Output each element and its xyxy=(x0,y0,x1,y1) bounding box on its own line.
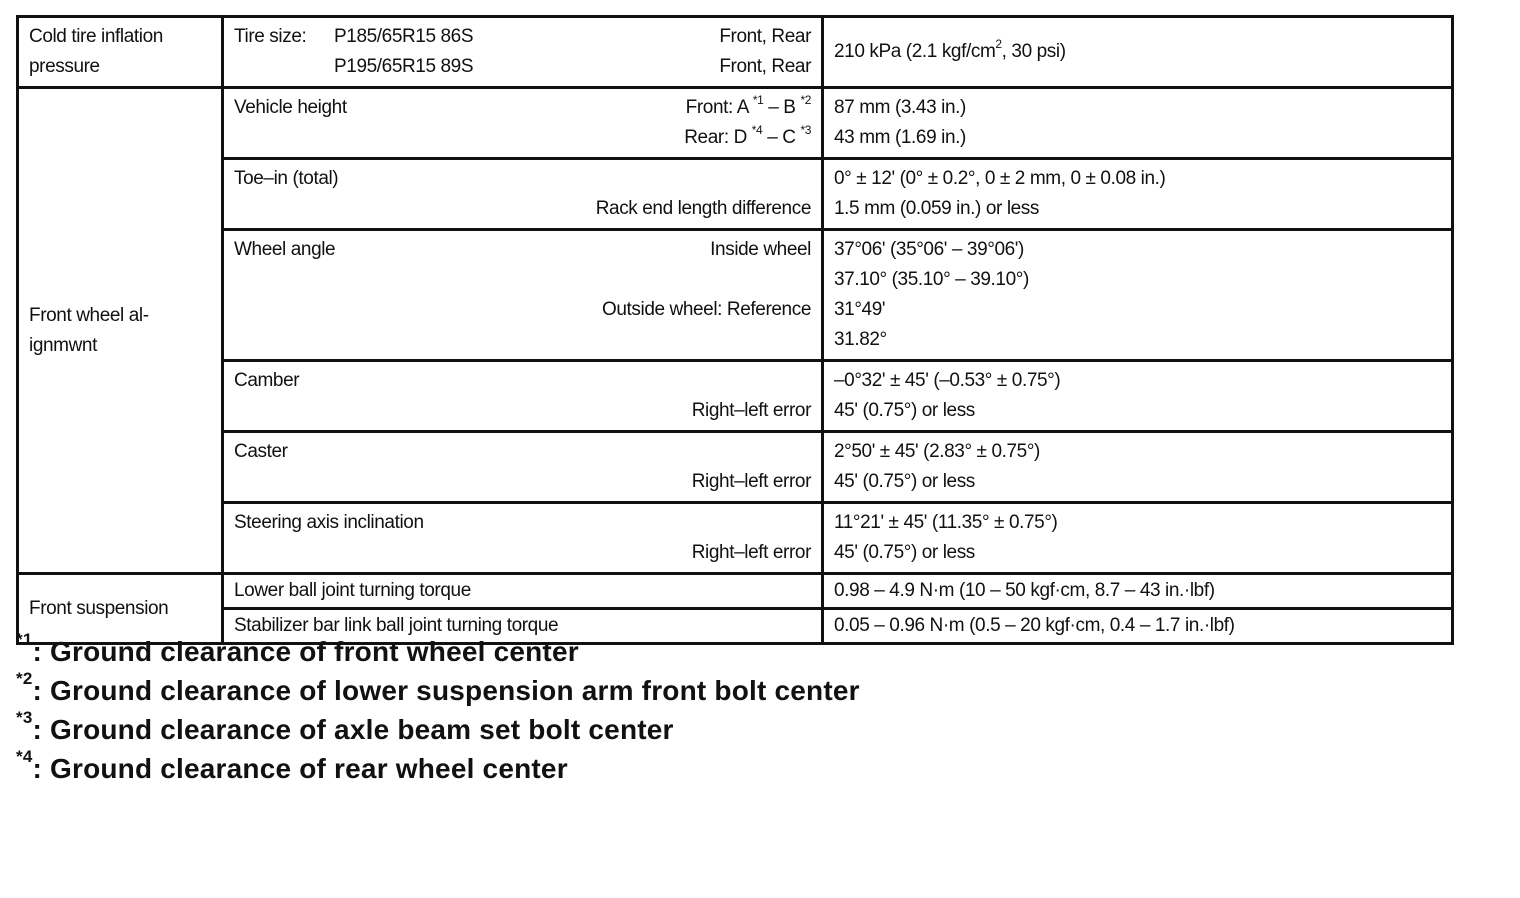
toe-in-value-cell xyxy=(823,159,1453,230)
tire-size-1: P185/65R15 86S xyxy=(334,26,474,47)
footnote-mark: *2 xyxy=(16,668,33,688)
steering-axis-label: Steering axis inclination xyxy=(234,512,424,533)
lower-ball-joint-label: Lower ball joint turning torque xyxy=(234,580,471,601)
vehicle-height-rear-value: 43 mm (1.69 in.) xyxy=(834,127,966,148)
footnote-text: : Ground clearance of axle beam set bolt center xyxy=(32,714,674,745)
rear-label-text: Rear: D xyxy=(684,127,752,148)
footnote-text: : Ground clearance of rear wheel center xyxy=(32,753,568,784)
inside-wheel-value-1: 37°06' (35°06' – 39°06') xyxy=(834,239,1024,260)
tire-category-label: Cold tire inflation pressure xyxy=(29,26,163,77)
wheel-angle-line-1 xyxy=(234,235,811,265)
footnote-2 xyxy=(16,668,860,710)
specification-table xyxy=(16,15,1454,645)
camber-value: –0°32' ± 45' (–0.53° ± 0.75°) xyxy=(834,370,1061,391)
camber-line-1 xyxy=(234,366,811,396)
footnote-text: : Ground clearance of lower suspension arm front bolt center xyxy=(32,675,860,706)
rear-sup-1: *4 xyxy=(751,122,763,137)
inside-wheel-value-2: 37.10° (35.10° – 39.10°) xyxy=(834,269,1029,290)
toe-in-line-2 xyxy=(234,194,811,224)
tire-size-2: P195/65R15 89S xyxy=(334,56,474,77)
vehicle-height-line-2 xyxy=(234,123,811,153)
steering-axis-value-cell xyxy=(823,503,1453,574)
vehicle-height-label-cell xyxy=(223,88,823,159)
camber-label: Camber xyxy=(234,370,300,391)
front-mid: – B xyxy=(763,97,801,118)
inside-wheel-label: Inside wheel xyxy=(710,239,811,260)
vehicle-height-label: Vehicle height xyxy=(234,97,347,118)
footnote-text: : Ground clearance of front wheel center xyxy=(32,636,579,667)
camber-error-value: 45' (0.75°) or less xyxy=(834,400,975,421)
footnotes xyxy=(16,629,860,788)
steering-line-1 xyxy=(234,508,811,538)
caster-error-value: 45' (0.75°) or less xyxy=(834,471,975,492)
footnote-mark: *3 xyxy=(16,707,33,727)
footnote-3 xyxy=(16,707,860,749)
footnote-mark: *4 xyxy=(16,746,33,766)
caster-line-2 xyxy=(234,467,811,497)
footnote-4 xyxy=(16,746,860,788)
camber-row xyxy=(18,361,1453,432)
stabilizer-value-cell xyxy=(823,609,1453,644)
wheel-angle-line-3 xyxy=(234,295,811,325)
caster-value: 2°50' ± 45' (2.83° ± 0.75°) xyxy=(834,441,1040,462)
footnote-1 xyxy=(16,629,860,671)
camber-value-cell xyxy=(823,361,1453,432)
front-sup-2: *2 xyxy=(800,92,811,107)
tire-pressure-value xyxy=(834,36,1066,62)
lower-ball-joint-label-cell xyxy=(223,574,823,609)
tire-pressure-value-sup: 2 xyxy=(995,36,1002,51)
rear-mid: – C xyxy=(762,127,801,148)
camber-error-label: Right–left error xyxy=(691,400,811,421)
caster-value-cell xyxy=(823,432,1453,503)
caster-label-cell xyxy=(223,432,823,503)
wheel-angle-label-cell xyxy=(223,230,823,361)
outside-wheel-label: Outside wheel: Reference xyxy=(601,299,811,320)
steering-error-value: 45' (0.75°) or less xyxy=(834,542,975,563)
toe-in-value: 0° ± 12' (0° ± 0.2°, 0 ± 2 mm, 0 ± 0.08 in.) xyxy=(834,168,1166,189)
camber-label-cell xyxy=(223,361,823,432)
tire-size-cell xyxy=(223,17,823,88)
tire-pressure-category xyxy=(18,17,223,88)
suspension-category-label: Front suspension xyxy=(29,597,169,619)
camber-line-2 xyxy=(234,396,811,426)
steering-line-2 xyxy=(234,538,811,568)
toe-in-label: Toe–in (total) xyxy=(234,168,339,189)
wheel-angle-row xyxy=(18,230,1453,361)
toe-in-label-cell xyxy=(223,159,823,230)
tire-position-1: Front, Rear xyxy=(719,26,811,47)
vehicle-height-front-value: 87 mm (3.43 in.) xyxy=(834,97,966,118)
lower-ball-joint-value: 0.98 – 4.9 N·m (10 – 50 kgf·cm, 8.7 – 43 in.·lbf) xyxy=(834,580,1215,601)
alignment-category xyxy=(18,88,223,574)
lower-ball-joint-value-cell xyxy=(823,574,1453,609)
wheel-angle-line-4 xyxy=(234,325,811,355)
tire-position-2: Front, Rear xyxy=(719,56,811,77)
caster-error-label: Right–left error xyxy=(691,471,811,492)
footnote-mark: *1 xyxy=(16,629,33,649)
stabilizer-value: 0.05 – 0.96 N·m (0.5 – 20 kgf·cm, 0.4 – 1.7 in.·lbf) xyxy=(834,615,1235,636)
toe-in-row xyxy=(18,159,1453,230)
rack-end-value: 1.5 mm (0.059 in.) or less xyxy=(834,198,1040,219)
vehicle-height-front-label xyxy=(686,93,811,123)
tire-size-line-2 xyxy=(234,52,811,82)
lower-ball-joint-row xyxy=(18,574,1453,609)
front-sup-1: *1 xyxy=(752,92,764,107)
tire-pressure-value-main: 210 kPa (2.1 kgf/cm xyxy=(834,41,996,62)
steering-axis-label-cell xyxy=(223,503,823,574)
front-label-text: Front: A xyxy=(685,97,753,118)
caster-line-1 xyxy=(234,437,811,467)
tire-size-label: Tire size: xyxy=(234,26,307,47)
steering-axis-value: 11°21' ± 45' (11.35° ± 0.75°) xyxy=(834,512,1058,533)
outside-wheel-value-2: 31.82° xyxy=(834,329,887,350)
vehicle-height-rear-label xyxy=(684,123,811,153)
rack-end-label: Rack end length difference xyxy=(595,198,811,219)
tire-pressure-value-cell xyxy=(823,17,1453,88)
caster-row xyxy=(18,432,1453,503)
rear-sup-2: *3 xyxy=(800,122,811,137)
stabilizer-label: Stabilizer bar link ball joint turning torque xyxy=(234,615,559,636)
vehicle-height-line-1 xyxy=(234,93,811,123)
toe-in-line-1 xyxy=(234,164,811,194)
wheel-angle-value-cell xyxy=(823,230,1453,361)
vehicle-height-row xyxy=(18,88,1453,159)
steering-error-label: Right–left error xyxy=(691,542,811,563)
wheel-angle-line-2 xyxy=(234,265,811,295)
tire-pressure-value-rest: , 30 psi) xyxy=(1001,41,1066,62)
outside-wheel-value-1: 31°49' xyxy=(834,299,886,320)
caster-label: Caster xyxy=(234,441,288,462)
alignment-category-label: Front wheel al-ignmwnt xyxy=(29,304,149,356)
steering-axis-row xyxy=(18,503,1453,574)
vehicle-height-value-cell xyxy=(823,88,1453,159)
tire-size-line-1 xyxy=(234,22,811,52)
tire-pressure-row xyxy=(18,17,1453,88)
wheel-angle-label: Wheel angle xyxy=(234,239,336,260)
